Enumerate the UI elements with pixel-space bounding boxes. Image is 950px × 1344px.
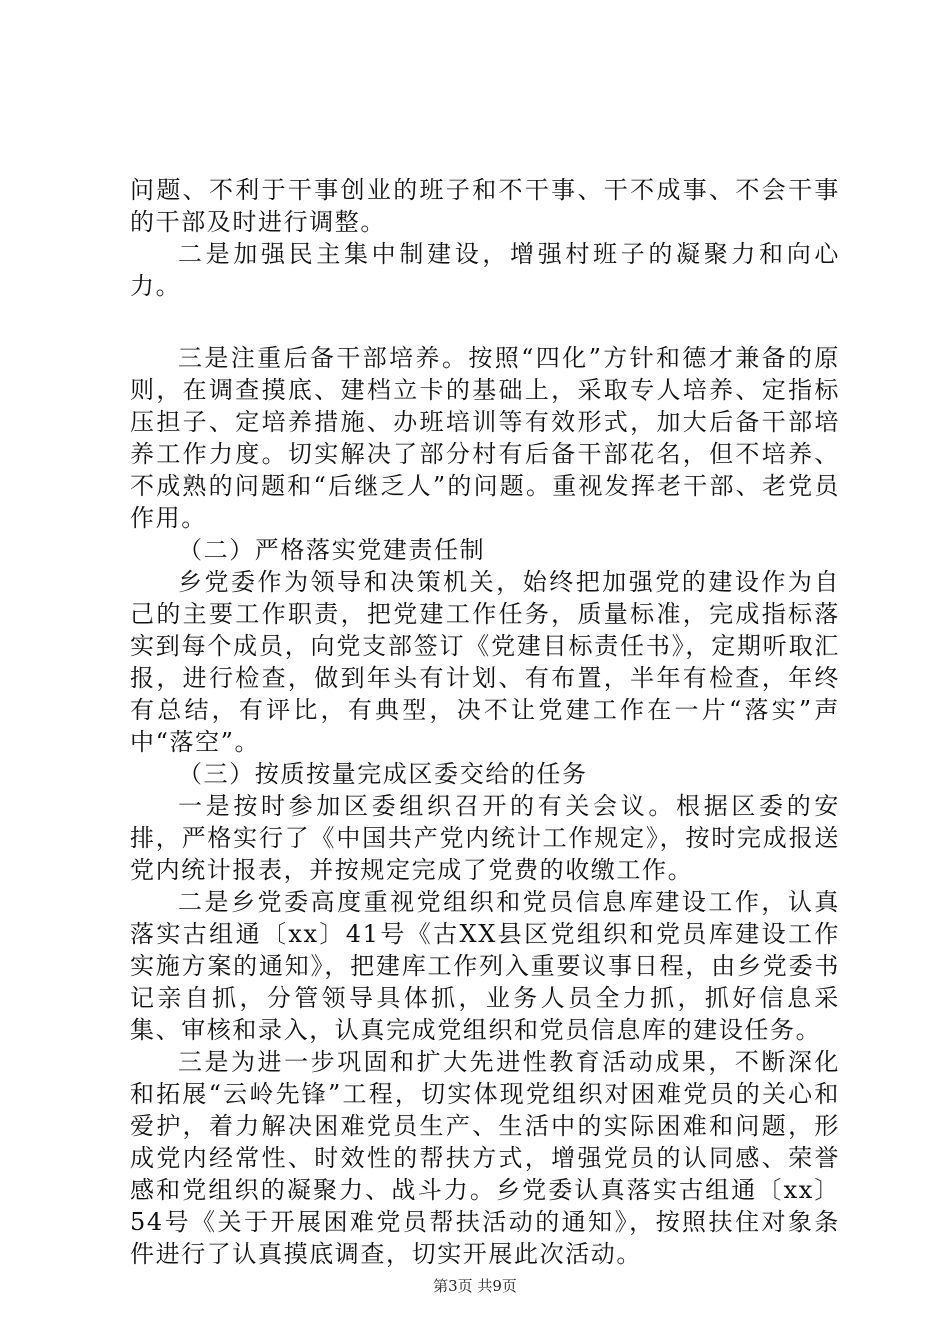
section-heading-tasks: （三）按质按量完成区委交给的任务 — [178, 760, 588, 788]
section-heading-responsibility: （二）严格落实党建责任制 — [178, 536, 486, 564]
paragraph-party-committee: 乡党委作为领导和决策机关，始终把加强党的建设作为自己的主要工作职责，把党建工作任务，质量标准，完成指标落实到每个成员，向党支部签订《党建目标责任书》，定期听取汇报，进行检查，做到年头有计划、有布置，半年有检查，年终有总结，有评比，有典型，决不让党建工作在一片“落实”声中“落空”。 — [130, 568, 840, 756]
paragraph-democratic-centralism: 二是加强民主集中制建设，增强村班子的凝聚力和向心力。 — [130, 240, 840, 300]
paragraph-assistance-activity: 三是为进一步巩固和扩大先进性教育活动成果，不断深化和拓展“云岭先锋”工程，切实体现党组织对困难党员的关心和爱护，着力解决困难党员生产、生活中的实际困难和问题，形成党内经常性、时效性的帮扶方式，增强党员的认同感、荣誉感和党组织的凝聚力、战斗力。乡党委认真落实古组通〔xx〕54号《关于开展困难党员帮扶活动的通知》，按照扶住对象条件进行了认真摸底调查，切实开展此次活动。 — [130, 1048, 840, 1268]
paragraph-meetings-statistics: 一是按时参加区委组织召开的有关会议。根据区委的安排，严格实行了《中国共产党内统计工作规定》，按时完成报送党内统计报表，并按规定完成了党费的收缴工作。 — [130, 792, 840, 884]
paragraph-information-database: 二是乡党委高度重视党组织和党员信息库建设工作，认真落实古组通〔xx〕41号《古XX县区党组织和党员库建设工作实施方案的通知》，把建库工作列入重要议事日程，由乡党委书记亲自抓，分管领导具体抓，业务人员全力抓，抓好信息采集、审核和录入，认真完成党组织和党员信息库的建设任务。 — [130, 888, 840, 1044]
paragraph-reserve-cadres: 三是注重后备干部培养。按照“四化”方针和德才兼备的原则，在调查摸底、建档立卡的基础上，采取专人培养、定指标压担子、定培养措施、办班培训等有效形式，加大后备干部培养工作力度。切实解决了部分村有后备干部花名，但不培养、不成熟的问题和“后继乏人”的问题。重视发挥老干部、老党员作用。 — [130, 344, 840, 532]
paragraph-continuation: 问题、不利于干事创业的班子和不干事、干不成事、不会干事的干部及时进行调整。 — [130, 176, 840, 236]
document-body — [130, 174, 840, 1270]
page-number-footer: 第3页 共9页 — [433, 1277, 517, 1295]
